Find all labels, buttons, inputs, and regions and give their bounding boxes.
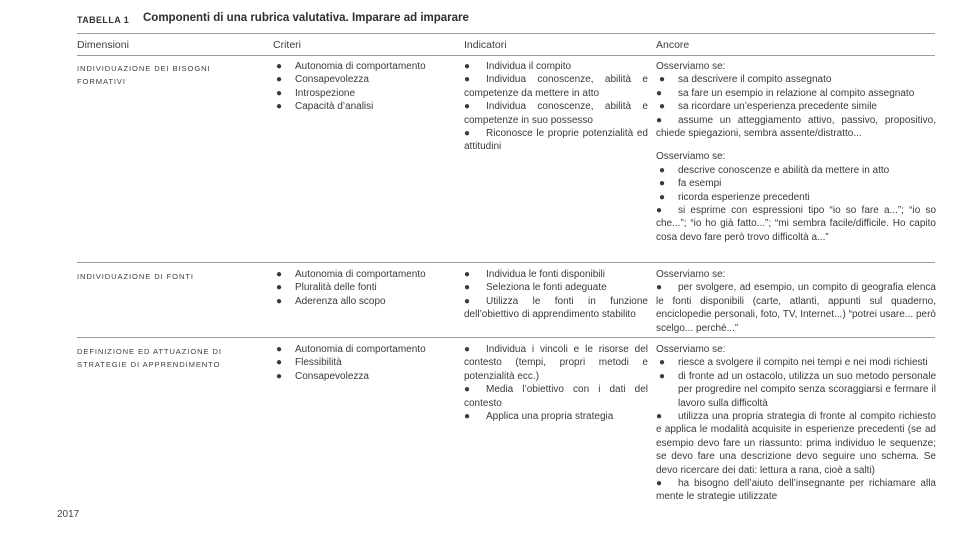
bullet-icon: ● xyxy=(656,87,663,99)
anchor-heading: Osserviamo se: xyxy=(656,151,726,163)
bullet-icon: ● xyxy=(464,61,471,72)
anchor-heading: Osserviamo se: xyxy=(656,344,726,355)
anchor-item: ● sa descrivere il compito assegnato xyxy=(659,74,832,86)
table-title: Componenti di una rubrica valutativa. Imparare ad imparare xyxy=(143,12,469,24)
bullet-icon: ● xyxy=(276,61,283,72)
indicators-list xyxy=(464,343,648,423)
bullet-icon: ● xyxy=(464,295,471,307)
indicator-item: ● Individua le fonti disponibili xyxy=(464,269,605,280)
bullet-icon: ● xyxy=(276,74,283,86)
bullet-icon: ● xyxy=(276,282,283,294)
bullet-icon: ● xyxy=(464,128,471,140)
bullet-icon: ● xyxy=(276,101,283,113)
anchor-item: ● si esprime con espressioni tipo “io so fare a...”; “io so che...”; “io ho già fatto...”; “mi sembra facile/difficile. Ho capito cosa devo fare però trovo difficoltà a...” xyxy=(656,205,936,243)
bullet-icon: ● xyxy=(276,357,283,369)
anchor-item: ● ricorda esperienze precedenti xyxy=(659,191,810,203)
anchor-item: ● descrive conoscenze e abilità da mettere in atto xyxy=(659,164,890,176)
bullet-icon: ● xyxy=(276,295,283,307)
criteria-item: ● Flessibilità xyxy=(276,357,342,369)
indicator-item: ● Individua il compito xyxy=(464,61,572,72)
anchor-heading: Osserviamo se: xyxy=(656,61,726,72)
anchors-cell xyxy=(656,60,936,244)
criteria-item: ● Pluralità delle fonti xyxy=(276,282,377,294)
table-caption xyxy=(77,11,937,31)
column-header-ancore: Ancore xyxy=(656,39,690,51)
indicator-item: ● Individua i vincoli e le risorse del contesto (tempi, propri metodi e potenzialità ecc.) xyxy=(464,344,648,382)
anchors-list xyxy=(656,164,936,244)
top-rule xyxy=(77,33,935,34)
anchors-list xyxy=(656,356,936,503)
indicator-item: ● Seleziona le fonti adeguate xyxy=(464,282,607,294)
bullet-icon: ● xyxy=(656,114,663,126)
criteria-item: ● Consapevolezza xyxy=(276,370,369,382)
column-header-dimensioni: Dimensioni xyxy=(77,39,129,51)
indicator-item: ● Utilizza le fonti in funzione dell’obiettivo di apprendimento stabilito xyxy=(464,295,648,321)
column-header-indicatori: Indicatori xyxy=(464,39,507,51)
bullet-icon: ● xyxy=(464,344,471,355)
anchor-item: ● di fronte ad un ostacolo, utilizza un suo metodo personale per progredire nel compito senza scoraggiarsi e fermare il lavoro sulla difficoltà xyxy=(659,370,936,409)
indicators-list xyxy=(464,60,648,154)
bullet-icon: ● xyxy=(659,101,666,113)
bullet-icon: ● xyxy=(659,74,666,86)
bullet-icon: ● xyxy=(656,282,663,294)
criteria-item: ● Aderenza allo scopo xyxy=(276,295,386,307)
row-dimension: DEFINIZIONE ED ATTUAZIONE DI STRATEGIE DI APPRENDIMENTO xyxy=(77,347,222,369)
bullet-icon: ● xyxy=(464,74,471,86)
bullet-icon: ● xyxy=(659,370,666,382)
indicator-item: ● Applica una propria strategia xyxy=(464,411,614,423)
criteria-list xyxy=(273,60,458,114)
bullet-icon: ● xyxy=(659,357,666,369)
bullet-icon: ● xyxy=(464,411,471,423)
criteria-item: ● Capacità d’analisi xyxy=(276,101,374,113)
bullet-icon: ● xyxy=(659,164,666,176)
bullet-icon: ● xyxy=(659,178,666,190)
criteria-list xyxy=(273,268,458,308)
anchor-item: ● assume un atteggiamento attivo, passivo, propositivo, chiede spiegazioni, sembra assente/distratto... xyxy=(656,114,936,140)
bullet-icon: ● xyxy=(464,269,471,280)
anchor-item: ● riesce a svolgere il compito nei tempi e nei modi richiesti xyxy=(659,357,928,369)
bullet-icon: ● xyxy=(656,205,663,217)
anchors-cell xyxy=(656,343,936,504)
anchors-list xyxy=(656,281,936,335)
indicator-item: ● Media l’obiettivo con i dati del contesto xyxy=(464,384,648,409)
row-divider xyxy=(77,337,935,338)
bullet-icon: ● xyxy=(656,411,663,423)
anchor-item: ● ha bisogno dell’aiuto dell’insegnante per richiamare alla mente le strategie utilizzate xyxy=(656,478,936,503)
anchors-list xyxy=(656,73,936,140)
bullet-icon: ● xyxy=(276,87,283,99)
row-dimension: INDIVIDUAZIONE DI FONTI xyxy=(77,272,194,281)
criteria-list xyxy=(273,343,458,383)
bullet-icon: ● xyxy=(276,269,283,280)
bullet-icon: ● xyxy=(276,370,283,382)
indicator-item: ● Riconosce le proprie potenzialità ed attitudini xyxy=(464,128,648,153)
row-dimension: INDIVIDUAZIONE DEI BISOGNI FORMATIVI xyxy=(77,64,211,86)
criteria-item: ● Introspezione xyxy=(276,87,356,99)
table-label: TABELLA 1 xyxy=(77,15,130,25)
criteria-item: ● Autonomia di comportamento xyxy=(276,269,426,280)
column-header-criteri: Criteri xyxy=(273,39,301,51)
row-divider xyxy=(77,262,935,263)
year-label: 2017 xyxy=(57,509,80,520)
bullet-icon: ● xyxy=(464,282,471,294)
anchor-item: ● utilizza una propria strategia di fronte al compito richiesto e applica le modalità acquisite in esperienze precedenti (se ad esempio devo fare un riassunto: prima individuo le sequenze; se devo fare una descrizione devo seguire uno schema. Se devo ricercare dei dati: lettura a rana, cioè a salti) xyxy=(656,411,936,476)
bullet-icon: ● xyxy=(464,101,471,113)
bullet-icon: ● xyxy=(656,478,663,490)
anchor-item: ● fa esempi xyxy=(659,178,722,190)
criteria-item: ● Autonomia di comportamento xyxy=(276,61,426,72)
anchor-item: ● sa fare un esempio in relazione al compito assegnato xyxy=(656,87,915,99)
indicator-item: ● Individua conoscenze, abilità e competenze da mettere in atto xyxy=(464,74,648,99)
bullet-icon: ● xyxy=(464,384,471,396)
anchor-heading: Osserviamo se: xyxy=(656,269,726,280)
header-rule xyxy=(77,55,935,56)
indicators-list xyxy=(464,268,648,322)
indicator-item: ● Individua conoscenze, abilità e competenze in suo possesso xyxy=(464,101,648,126)
bullet-icon: ● xyxy=(276,344,283,355)
bullet-icon: ● xyxy=(659,191,666,203)
criteria-item: ● Consapevolezza xyxy=(276,74,369,86)
anchors-cell xyxy=(656,268,936,335)
criteria-item: ● Autonomia di comportamento xyxy=(276,344,426,355)
anchor-item: ● sa ricordare un’esperienza precedente simile xyxy=(659,101,877,113)
anchor-item: ● per svolgere, ad esempio, un compito di geografia elenca le fonti disponibili (carte, atlanti, appunti sul quaderno, enciclopedie personali, foto, TV, Internet...) “potrei usare... però scelgo... perché...” xyxy=(656,282,936,334)
